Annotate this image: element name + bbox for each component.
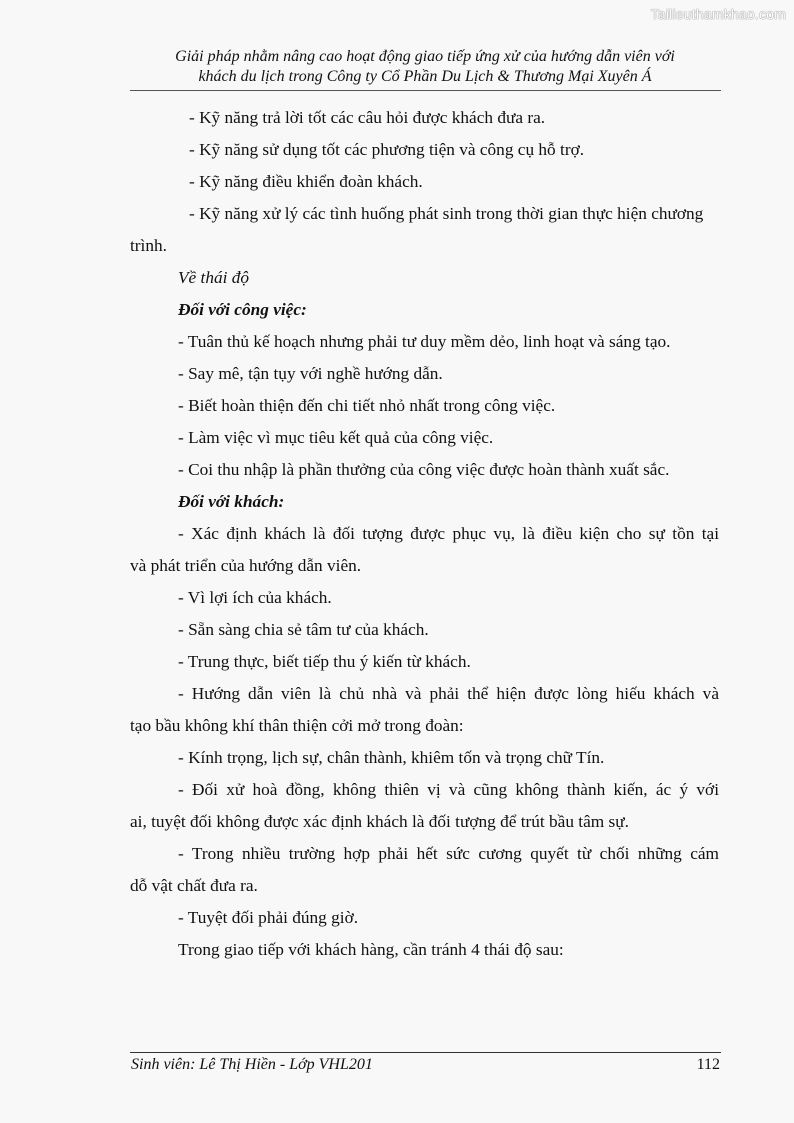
guest-item: - Vì lợi ích của khách. [178,588,332,607]
guest-item: - Kính trọng, lịch sự, chân thành, khiêm tốn và trọng chữ Tín. [178,748,605,767]
work-item: - Coi thu nhập là phần thưởng của công việc được hoàn thành xuất sắc. [178,460,670,479]
header-title-line-1: Giải pháp nhằm nâng cao hoạt động giao tiếp ứng xử của hướng dẫn viên với [175,48,675,65]
footer-divider [130,1052,721,1053]
guest-item-continuation: dỗ vật chất đưa ra. [130,876,258,895]
watermark: Tailieuthamkhao.com [650,6,786,22]
guest-heading: Đối với khách: [178,492,285,511]
guest-item: - Hướng dẫn viên là chủ nhà và phải thể hiện được lòng hiếu khách và [178,684,719,703]
attitude-heading: Về thái độ [178,268,250,287]
page-header [130,47,720,87]
guest-item: - Tuyệt đối phải đúng giờ. [178,908,359,927]
guest-item-continuation: và phát triển của hướng dẫn viên. [130,556,362,575]
skill-item-continuation: trình. [130,236,167,255]
guest-item-continuation: ai, tuyệt đối không được xác định khách là đối tượng để trút bầu tâm sự. [130,812,629,831]
document-body [130,102,719,966]
skill-item: - Kỹ năng sử dụng tốt các phương tiện và công cụ hỗ trợ. [189,140,585,159]
work-item: - Làm việc vì mục tiêu kết quả của công việc. [178,428,494,447]
header-title-line-2: khách du lịch trong Công ty Cổ Phần Du Lịch & Thương Mại Xuyên Á [198,68,652,85]
work-heading: Đối với công việc: [178,300,307,319]
header-divider [130,90,721,91]
footer-student: Sinh viên: Lê Thị Hiền - Lớp VHL201 [131,1056,373,1073]
guest-item: - Xác định khách là đối tượng được phục vụ, là điều kiện cho sự tồn tại [178,524,719,543]
skill-item: - Kỹ năng xử lý các tình huống phát sinh trong thời gian thực hiện chương [189,204,704,223]
work-item: - Biết hoàn thiện đến chi tiết nhỏ nhất trong công việc. [178,396,556,415]
work-item: - Say mê, tận tụy với nghề hướng dẫn. [178,364,443,383]
guest-item: - Trong nhiều trường hợp phải hết sức cương quyết từ chối những cám [178,844,719,863]
guest-item-continuation: tạo bầu không khí thân thiện cởi mở trong đoàn: [130,716,464,735]
guest-item: - Sẵn sàng chia sẻ tâm tư của khách. [178,620,429,639]
page-number: 112 [696,1056,720,1073]
guest-item: - Trung thực, biết tiếp thu ý kiến từ khách. [178,652,471,671]
skill-item: - Kỹ năng điều khiển đoàn khách. [189,172,423,191]
guest-item: - Đối xử hoà đồng, không thiên vị và cũng không thành kiến, ác ý với [178,780,719,799]
skill-item: - Kỹ năng trả lời tốt các câu hỏi được khách đưa ra. [189,108,546,127]
work-item: - Tuân thủ kế hoạch nhưng phải tư duy mềm dẻo, linh hoạt và sáng tạo. [178,332,671,351]
closing-sentence: Trong giao tiếp với khách hàng, cần tránh 4 thái độ sau: [178,940,564,959]
